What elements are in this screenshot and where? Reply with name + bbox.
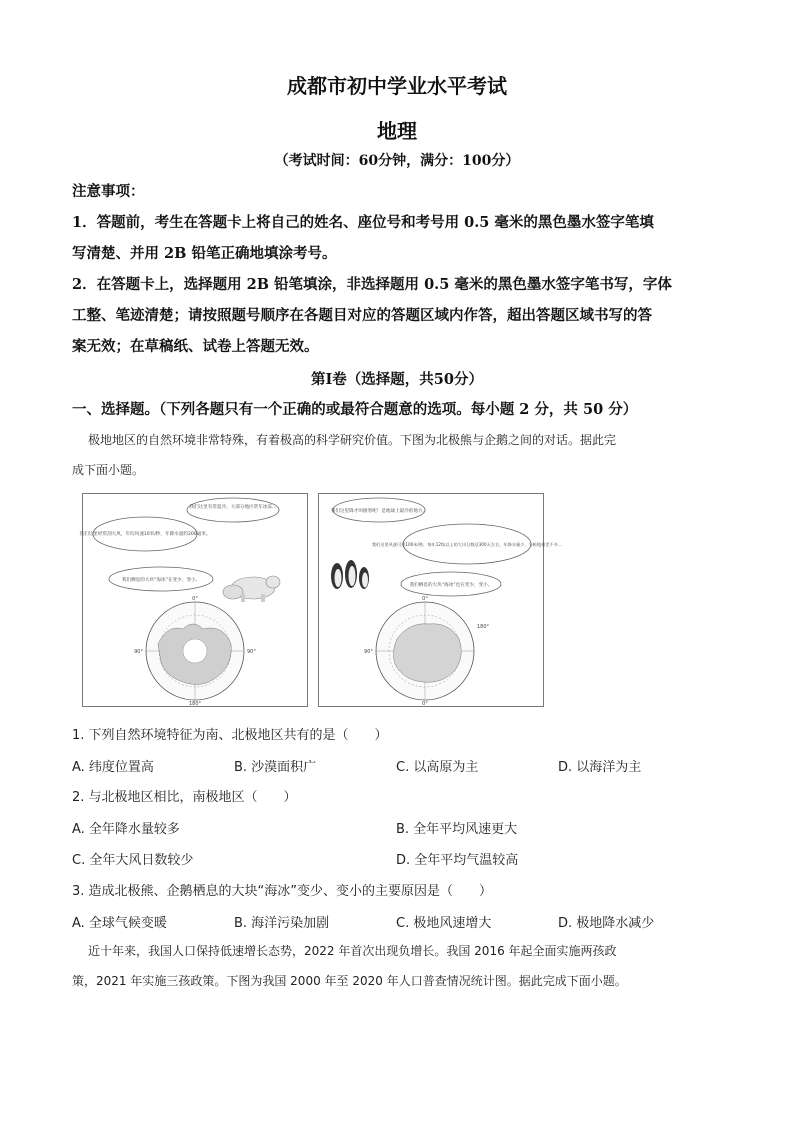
degree-label: 180°	[477, 624, 490, 630]
antarctic-map	[376, 602, 474, 700]
option-c[interactable]: C. 极地风速增大	[396, 916, 492, 931]
intro-line: 成下面小题。	[72, 463, 145, 477]
option-a[interactable]: A. 全球气候变暖	[72, 916, 167, 931]
polar-bear-icon	[223, 576, 280, 602]
degree-label: 0°	[422, 596, 428, 602]
penguin-icon	[331, 560, 369, 589]
speech-bubble-text: 我们这里降才叫极寒呢！是地球上最冷的地方。	[330, 509, 428, 514]
speech-bubble-text: 我们这里经常刮大风，年均风速10米/秒，年降水量约200毫米。	[79, 532, 211, 537]
notes-heading: 注意事项：	[72, 183, 145, 200]
notes-block	[72, 176, 722, 362]
intro-line: 极地地区的自然环境非常特殊，有着极高的科学研究价值。下图为北极熊与企鹅之间的对话。据此完	[88, 433, 617, 447]
degree-label: 90°	[134, 649, 143, 655]
option-c[interactable]: C. 全年大风日数较少	[72, 853, 194, 868]
polar-dialogue-figure	[79, 493, 714, 711]
arctic-illustration	[79, 494, 307, 707]
intro-paragraph	[72, 425, 722, 485]
intro-line: 近十年来，我国人口保持低速增长态势，2022 年首次出现负增长。我国 2016 年起全面实施两孩政	[88, 944, 617, 958]
option-d[interactable]: D. 全年平均气温较高	[396, 853, 519, 868]
question-stem: 1. 下列自然环境特征为南、北极地区共有的是（ ）	[72, 728, 388, 743]
speech-bubble-text: 我们这里风速可达100米/秒，每年12级以上的大风日数达300天左右，年降水量少，与极地相差不多…	[371, 542, 563, 547]
antarctic-illustration	[319, 494, 563, 707]
section-title: 第Ⅰ卷（选择题，共50分）	[311, 371, 483, 388]
note-line: 写清楚、并用 2B 铅笔正确地填涂考号。	[72, 245, 337, 262]
note-line: 2．在答题卡上，选择题用 2B 铅笔填涂，非选择题用 0.5 毫米的黑色墨水签字笔书写，字体	[72, 276, 672, 293]
note-line: 1．答题前，考生在答题卡上将自己的姓名、座位号和考号用 0.5 毫米的黑色墨水签字笔填	[72, 214, 654, 231]
question-stem: 2. 与北极地区相比，南极地区（ ）	[72, 790, 297, 805]
arctic-map	[146, 602, 244, 700]
subject-title: 地理	[377, 119, 417, 143]
part-heading: 一、选择题。（下列各题只有一个正确的或最符合题意的选项。每小题 2 分，共 50 分）	[72, 401, 638, 418]
note-line: 工整、笔迹清楚；请按照题号顺序在各题目对应的答题区域内作答，超出答题区域书写的答	[72, 307, 652, 324]
degree-label: 0°	[422, 701, 428, 707]
degree-label: 90°	[247, 649, 256, 655]
option-d[interactable]: D. 以海洋为主	[558, 760, 642, 775]
speech-bubble-text: 我们栖息的大块“海冰”也在变少，变小。	[409, 583, 493, 588]
option-d[interactable]: D. 极地降水减少	[558, 916, 655, 931]
option-a[interactable]: A. 全年降水量较多	[72, 822, 180, 837]
speech-bubble-text: 我们这里有常夏冷、大部分地区常年冰冻…	[189, 505, 277, 510]
antarctic-panel	[318, 493, 563, 707]
exam-title: 成都市初中学业水平考试	[287, 74, 507, 98]
option-a[interactable]: A. 纬度位置高	[72, 760, 154, 775]
option-b[interactable]: B. 沙漠面积广	[234, 760, 317, 775]
option-c[interactable]: C. 以高原为主	[396, 760, 479, 775]
option-b[interactable]: B. 全年平均风速更大	[396, 822, 518, 837]
intro-line: 策，2021 年实施三孩政策。下图为我国 2000 年至 2020 年人口普查情况统计图。据此完成下面小题。	[72, 974, 627, 988]
arctic-panel	[79, 493, 308, 707]
degree-label: 90°	[364, 649, 373, 655]
intro-paragraph	[72, 936, 722, 996]
degree-label: 0°	[192, 596, 198, 602]
note-line: 案无效；在草稿纸、试卷上答题无效。	[72, 338, 319, 355]
degree-label: 180°	[188, 701, 202, 707]
speech-bubble-text: 我们栖息的大块“海冰”在变少，变小。	[121, 578, 201, 583]
option-b[interactable]: B. 海洋污染加剧	[234, 916, 330, 931]
exam-info: （考试时间：60分钟，满分：100分）	[274, 153, 520, 169]
question-stem: 3. 造成北极熊、企鹅栖息的大块“海冰”变少、变小的主要原因是（ ）	[72, 884, 493, 899]
